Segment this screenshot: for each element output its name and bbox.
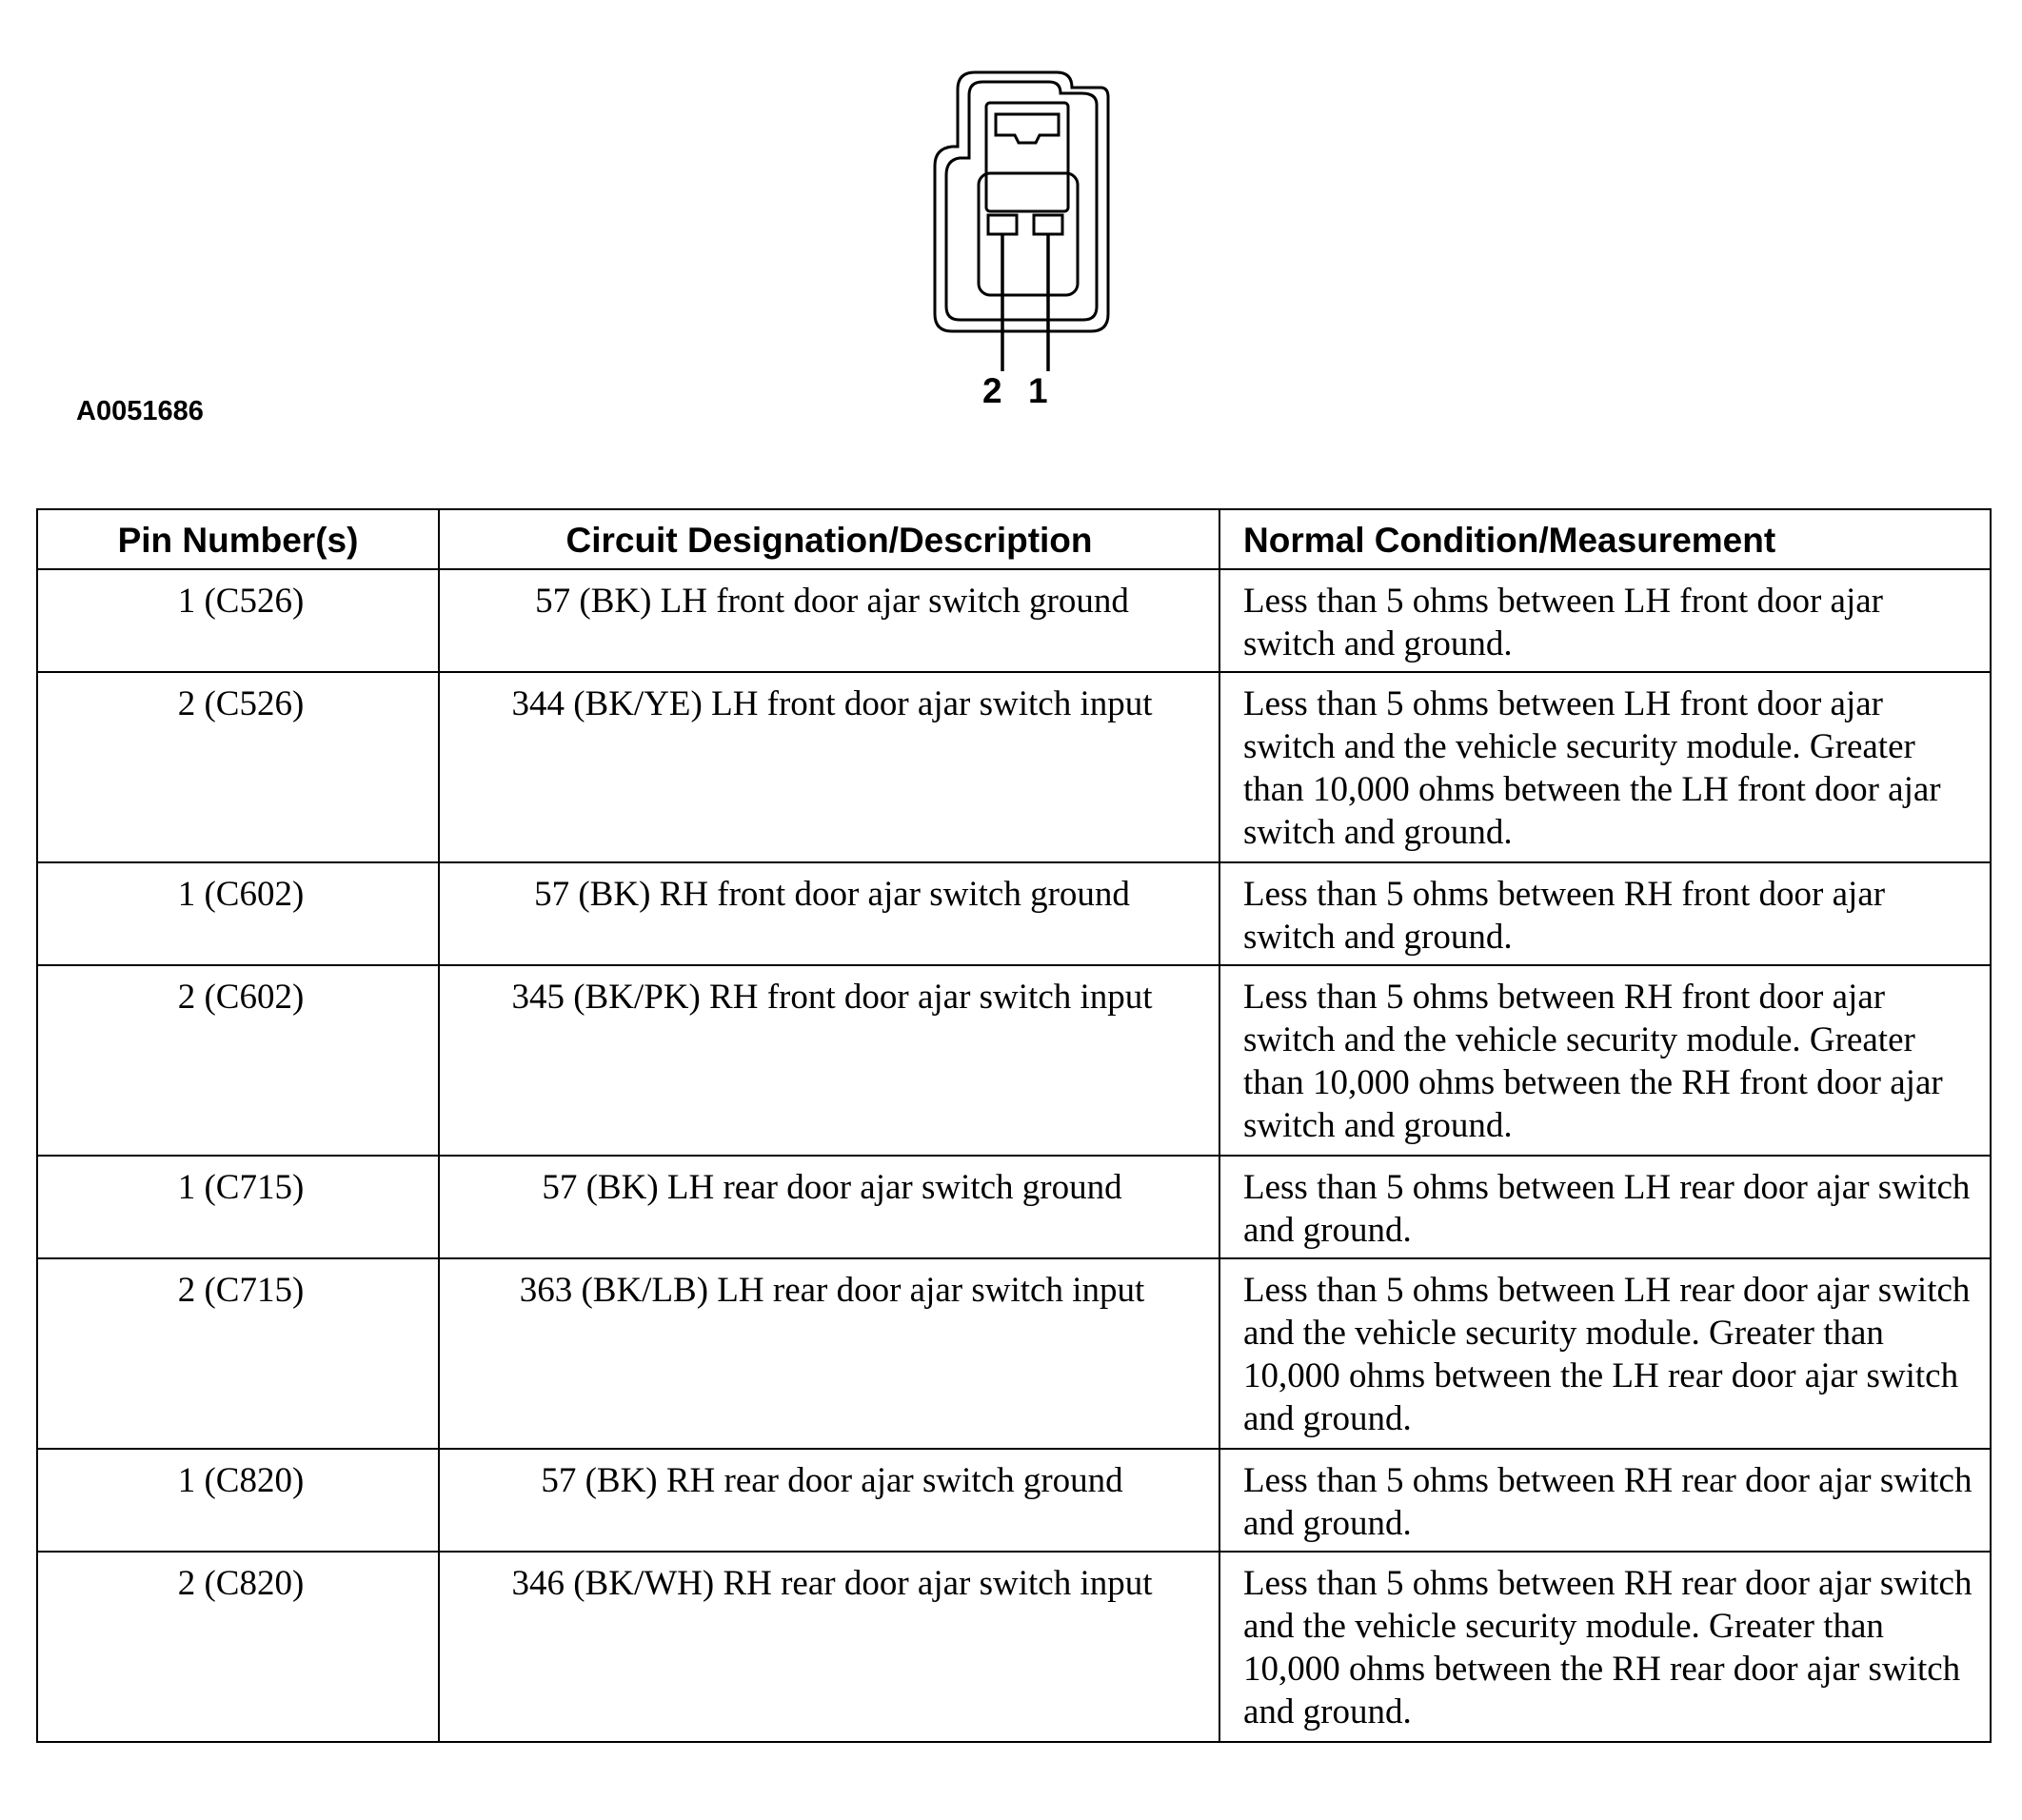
measurement-cell: Less than 5 ohms between RH rear door ajar switch and the vehicle security module. Greater than 10,000 ohms between the RH rear door ajar switch and ground. bbox=[1219, 1552, 1991, 1742]
measurement-cell: Less than 5 ohms between LH front door ajar switch and ground. bbox=[1219, 569, 1991, 672]
table-row bbox=[37, 1258, 1991, 1449]
circuit-cell: 346 (BK/WH) RH rear door ajar switch input bbox=[439, 1552, 1219, 1742]
header-circuit: Circuit Designation/Description bbox=[439, 509, 1219, 569]
table-row bbox=[37, 1156, 1991, 1258]
pin-cell: 2 (C526) bbox=[37, 672, 439, 862]
figure-id: A0051686 bbox=[76, 396, 204, 426]
measurement-cell: Less than 5 ohms between LH front door ajar switch and the vehicle security module. Greater than 10,000 ohms between the LH front door ajar switch and ground. bbox=[1219, 672, 1991, 862]
circuit-cell: 344 (BK/YE) LH front door ajar switch input bbox=[439, 672, 1219, 862]
pin-cell: 2 (C715) bbox=[37, 1258, 439, 1449]
measurement-cell: Less than 5 ohms between RH front door ajar switch and ground. bbox=[1219, 862, 1991, 965]
table-row bbox=[37, 862, 1991, 965]
table-row bbox=[37, 569, 1991, 672]
table-row bbox=[37, 672, 1991, 862]
pin-cell: 2 (C820) bbox=[37, 1552, 439, 1742]
pin-cell: 1 (C715) bbox=[37, 1156, 439, 1258]
circuit-cell: 363 (BK/LB) LH rear door ajar switch input bbox=[439, 1258, 1219, 1449]
table-header-row bbox=[37, 509, 1991, 569]
header-measurement: Normal Condition/Measurement bbox=[1219, 509, 1991, 569]
table-row bbox=[37, 965, 1991, 1156]
pin-cell: 1 (C602) bbox=[37, 862, 439, 965]
header-pin-number: Pin Number(s) bbox=[37, 509, 439, 569]
table-row bbox=[37, 1449, 1991, 1552]
pin-1-label: 1 bbox=[1028, 371, 1048, 410]
measurement-cell: Less than 5 ohms between LH rear door ajar switch and the vehicle security module. Greater than 10,000 ohms between the LH rear door ajar switch and ground. bbox=[1219, 1258, 1991, 1449]
pin-cell: 1 (C820) bbox=[37, 1449, 439, 1552]
pin-2-label: 2 bbox=[982, 371, 1002, 410]
pin-cell: 1 (C526) bbox=[37, 569, 439, 672]
circuit-cell: 57 (BK) RH front door ajar switch ground bbox=[439, 862, 1219, 965]
pin-cell: 2 (C602) bbox=[37, 965, 439, 1156]
circuit-cell: 345 (BK/PK) RH front door ajar switch input bbox=[439, 965, 1219, 1156]
connector-face-diagram bbox=[929, 67, 1110, 414]
circuit-cell: 57 (BK) LH front door ajar switch ground bbox=[439, 569, 1219, 672]
circuit-cell: 57 (BK) LH rear door ajar switch ground bbox=[439, 1156, 1219, 1258]
pinout-table bbox=[36, 508, 1992, 1743]
measurement-cell: Less than 5 ohms between RH front door ajar switch and the vehicle security module. Greater than 10,000 ohms between the RH front door ajar switch and ground. bbox=[1219, 965, 1991, 1156]
table-row bbox=[37, 1552, 1991, 1742]
measurement-cell: Less than 5 ohms between LH rear door ajar switch and ground. bbox=[1219, 1156, 1991, 1258]
measurement-cell: Less than 5 ohms between RH rear door ajar switch and ground. bbox=[1219, 1449, 1991, 1552]
circuit-cell: 57 (BK) RH rear door ajar switch ground bbox=[439, 1449, 1219, 1552]
